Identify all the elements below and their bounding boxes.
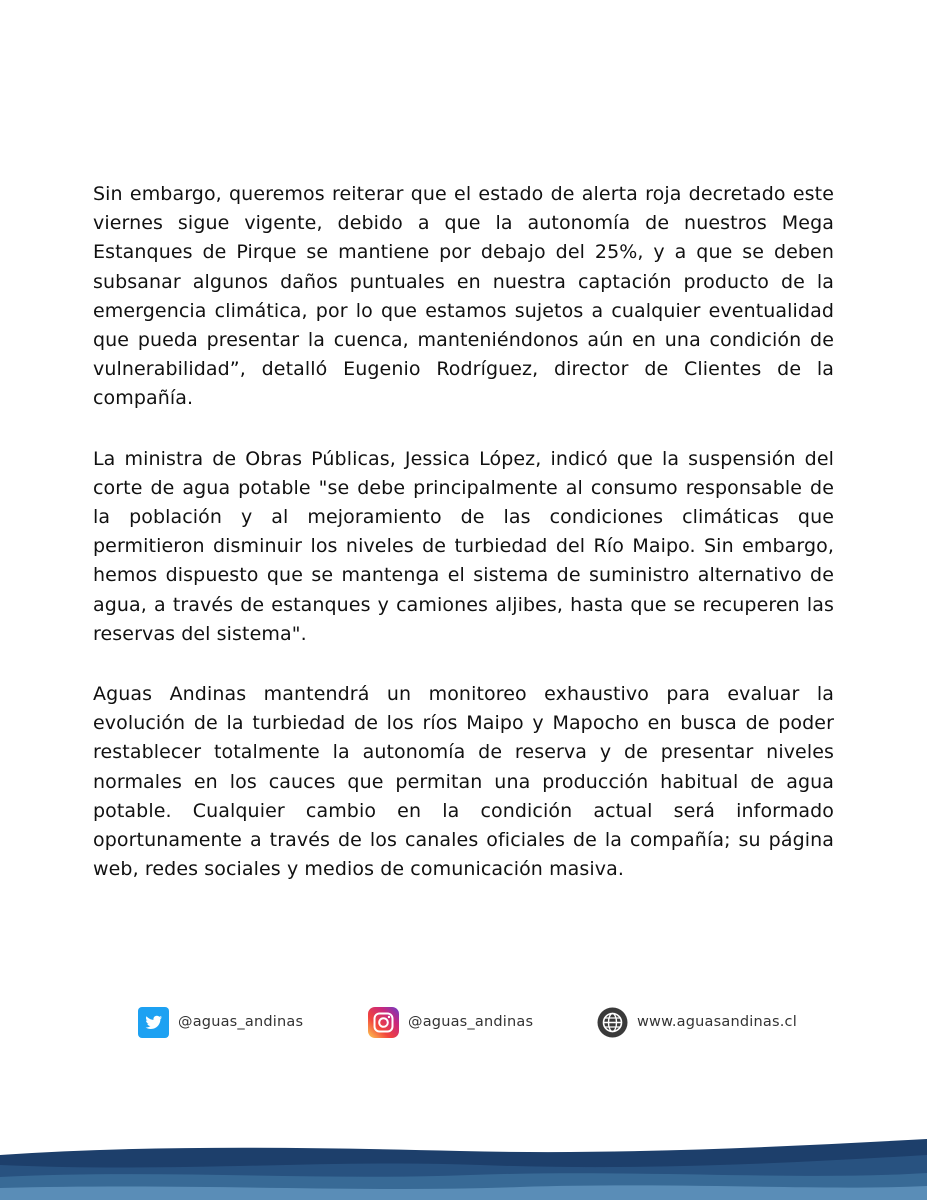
- press-release-body: [93, 180, 834, 915]
- wave-decoration: [0, 1125, 927, 1200]
- twitter-handle: @aguas_andinas: [178, 1014, 304, 1030]
- instagram-link[interactable]: [368, 1005, 533, 1039]
- social-footer: [0, 1005, 927, 1039]
- paragraph-2: La ministra de Obras Públicas, Jessica López, indicó que la suspensión del corte de agua potable "se debe principalmente al consumo responsable de la población y al mejoramiento de las condiciones climáticas que permitieron disminuir los niveles de turbiedad del Río Maipo. Sin embargo, hemos dispuesto que se mantenga el sistema de suministro alternativo de agua, a través de estanques y camiones aljibes, hasta que se recuperen las reservas del sistema".: [93, 447, 834, 645]
- instagram-handle: @aguas_andinas: [408, 1014, 534, 1030]
- instagram-icon: [368, 1007, 399, 1038]
- twitter-link[interactable]: [138, 1005, 303, 1039]
- twitter-icon: [138, 1007, 169, 1038]
- website-url: www.aguasandinas.cl: [637, 1014, 797, 1030]
- paragraph-3: Aguas Andinas mantendrá un monitoreo exhaustivo para evaluar la evolución de la turbiedad de los ríos Maipo y Mapocho en busca de poder restablecer totalmente la autonomía de reserva y de presentar niveles normales en los cauces que permitan una producción habitual de agua potable. Cualquier cambio en la condición actual será informado oportunamente a través de los canales oficiales de la compañía; su página web, redes sociales y medios de comunicación masiva.: [93, 683, 834, 881]
- paragraph-1: Sin embargo, queremos reiterar que el estado de alerta roja decretado este viernes sigue vigente, debido a que la autonomía de nuestros Mega Estanques de Pirque se mantiene por debajo del 25%, y a que se deben subsanar algunos daños puntuales en nuestra captación producto de la emergencia climática, por lo que estamos sujetos a cualquier eventualidad que pueda presentar la cuenca, manteniéndonos aún en una condición de vulnerabilidad”, detalló Eugenio Rodríguez, director de Clientes de la compañía.: [93, 183, 834, 410]
- globe-icon: [597, 1007, 628, 1038]
- website-link[interactable]: [597, 1005, 797, 1039]
